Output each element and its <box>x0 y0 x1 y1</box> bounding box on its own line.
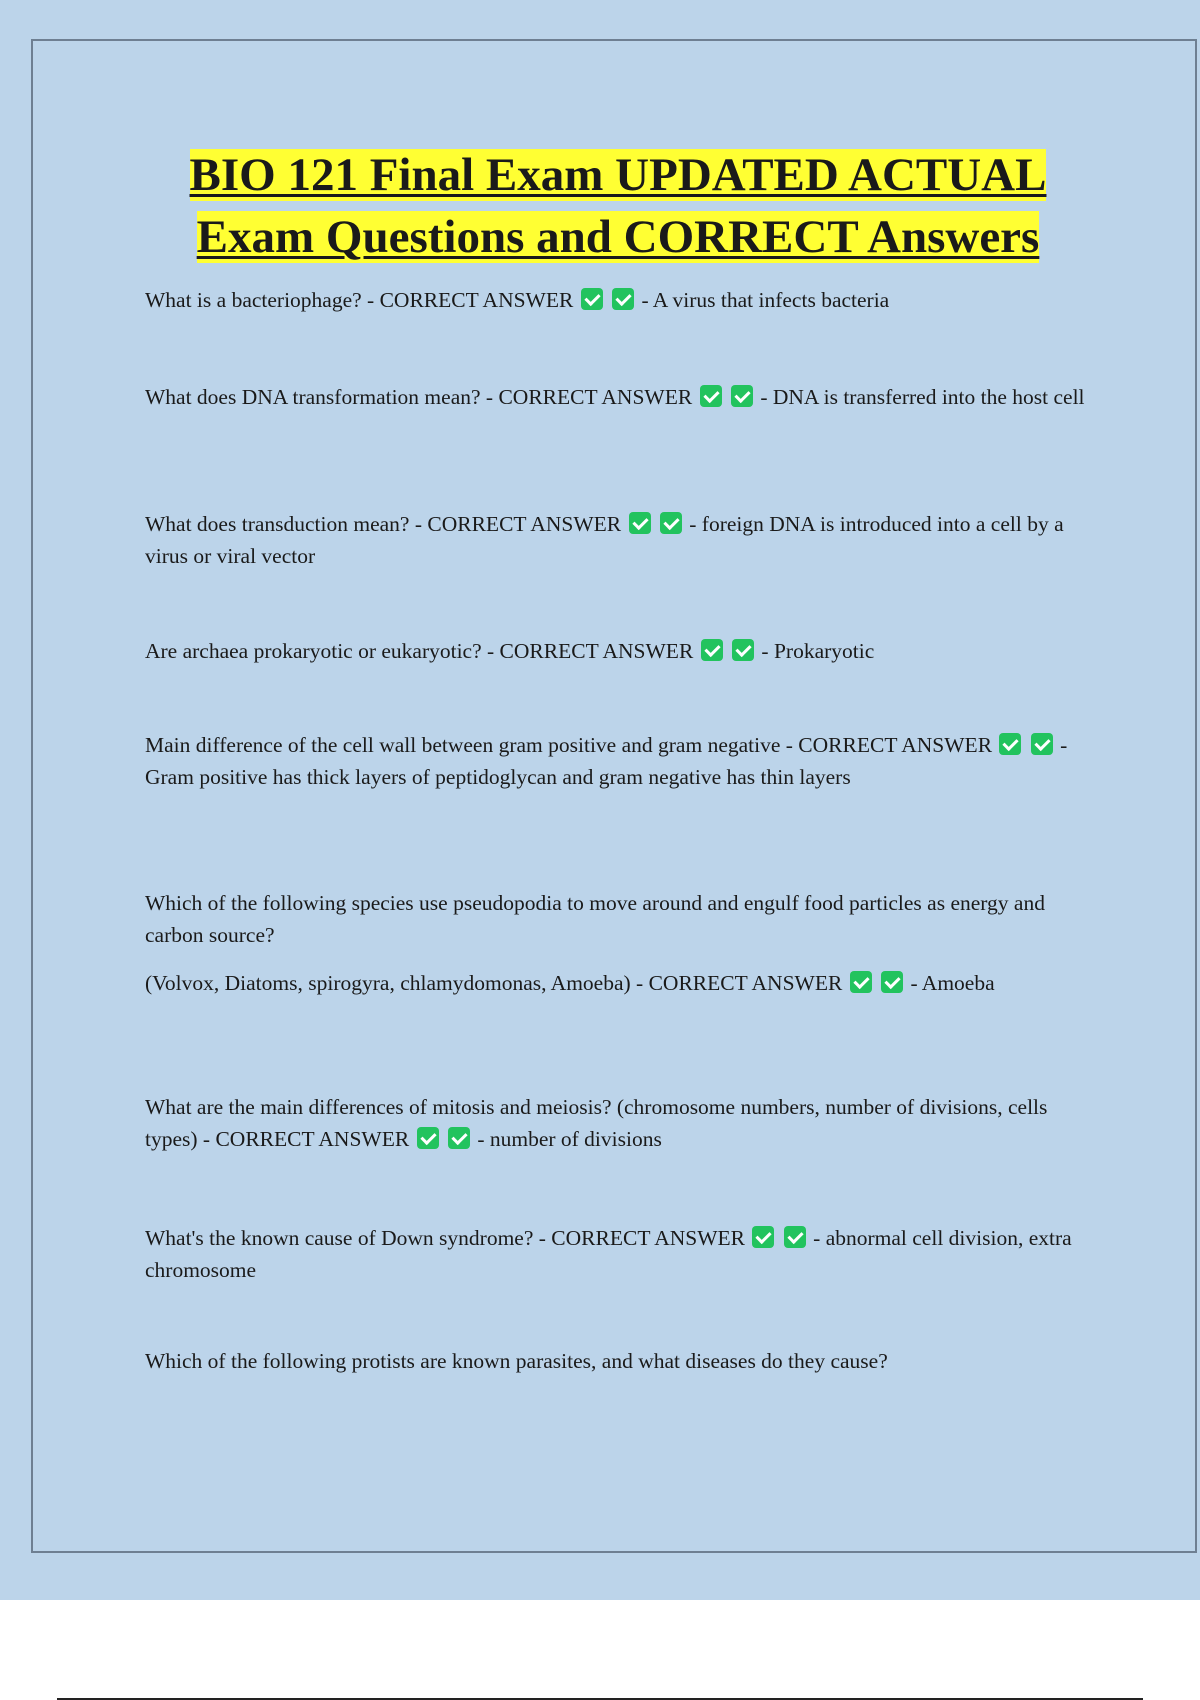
qa-item-1 <box>145 284 1095 316</box>
question-text: Which of the following species use pseudopodia to move around and engulf food particles as energy and carbon source? <box>145 891 1045 947</box>
check-box-icon <box>752 1226 774 1248</box>
question-text: What is a bacteriophage? - CORRECT ANSWER <box>145 288 574 312</box>
question-text: Main difference of the cell wall between gram positive and gram negative - CORRECT ANSWER <box>145 733 993 757</box>
check-box-icon <box>417 1127 439 1149</box>
document-title <box>60 144 1176 268</box>
check-box-icon <box>731 385 753 407</box>
answer-text: - foreign DNA is introduced into a cell by a virus or viral vector <box>145 512 1064 568</box>
answer-text: - abnormal cell division, extra chromosome <box>145 1226 1072 1282</box>
check-box-icon <box>700 385 722 407</box>
qa-item-5 <box>145 729 1095 793</box>
check-box-icon <box>660 512 682 534</box>
check-box-icon <box>612 288 634 310</box>
question-options-text: (Volvox, Diatoms, spirogyra, chlamydomonas, Amoeba) - CORRECT ANSWER <box>145 971 843 995</box>
question-text: What's the known cause of Down syndrome? - CORRECT ANSWER <box>145 1226 746 1250</box>
check-box-icon <box>784 1226 806 1248</box>
qa-item-3 <box>145 508 1095 572</box>
question-text: What does transduction mean? - CORRECT ANSWER <box>145 512 622 536</box>
check-box-icon <box>1031 733 1053 755</box>
question-text: Are archaea prokaryotic or eukaryotic? - CORRECT ANSWER <box>145 639 694 663</box>
answer-text: - number of divisions <box>477 1127 662 1151</box>
check-box-icon <box>629 512 651 534</box>
title-line-2: Exam Questions and CORRECT Answers <box>196 211 1040 263</box>
check-box-icon <box>701 639 723 661</box>
answer-text: - A virus that infects bacteria <box>641 288 890 312</box>
qa-item-6-question <box>145 887 1095 951</box>
qa-item-2 <box>145 381 1095 413</box>
check-box-icon <box>850 971 872 993</box>
question-text: Which of the following protists are known parasites, and what diseases do they cause? <box>145 1349 888 1373</box>
check-box-icon <box>581 288 603 310</box>
qa-item-7 <box>145 1091 1095 1155</box>
answer-text: - Gram positive has thick layers of peptidoglycan and gram negative has thin layers <box>145 733 1068 789</box>
qa-item-6-answer <box>145 967 1095 999</box>
answer-text: - Amoeba <box>910 971 995 995</box>
qa-item-9 <box>145 1345 1095 1377</box>
qa-item-4 <box>145 635 1095 667</box>
title-line-1: BIO 121 Final Exam UPDATED ACTUAL <box>189 149 1047 201</box>
check-box-icon <box>881 971 903 993</box>
check-box-icon <box>999 733 1021 755</box>
check-box-icon <box>732 639 754 661</box>
qa-item-8 <box>145 1222 1095 1286</box>
answer-text: - Prokaryotic <box>761 639 875 663</box>
check-box-icon <box>448 1127 470 1149</box>
question-text: What are the main differences of mitosis and meiosis? (chromosome numbers, number of divisions, cells types) - CORRECT ANSWER <box>145 1095 1048 1151</box>
question-text: What does DNA transformation mean? - CORRECT ANSWER <box>145 385 693 409</box>
answer-text: - DNA is transferred into the host cell <box>760 385 1085 409</box>
